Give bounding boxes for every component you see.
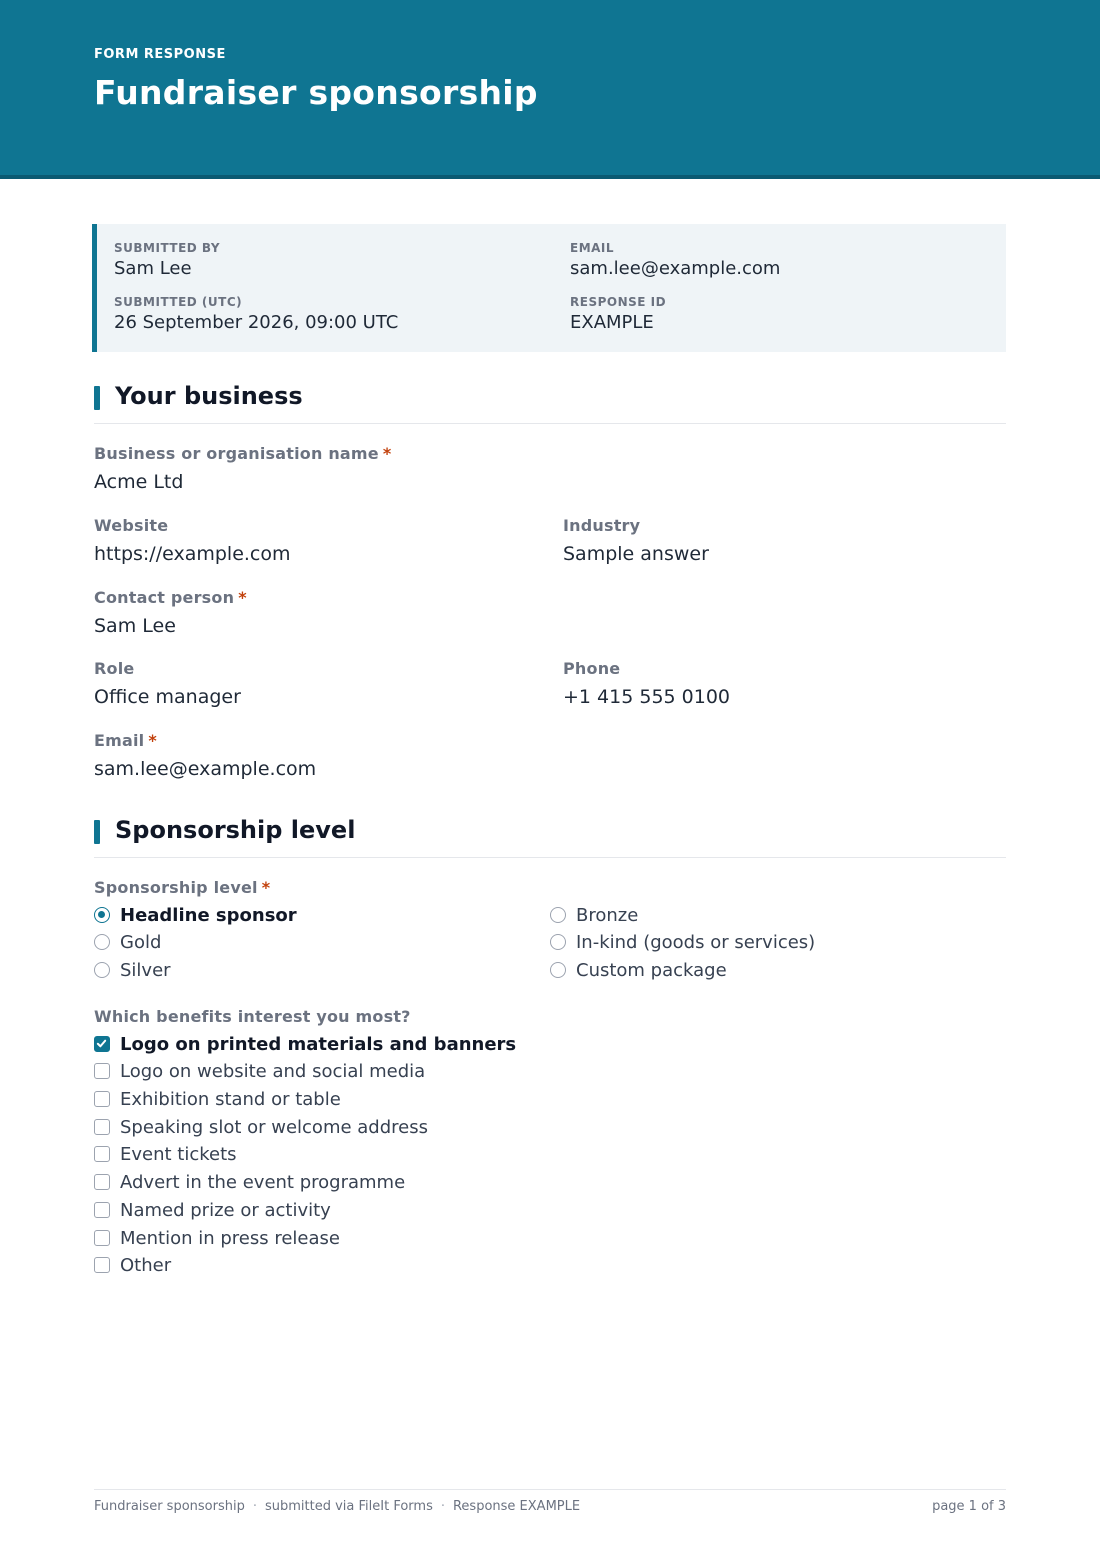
checkbox-unchecked-icon	[94, 1202, 110, 1218]
submitted-time-value: 26 September 2026, 09:00 UTC	[114, 312, 399, 333]
page-number: page 1 of 3	[932, 1499, 1006, 1514]
field-sponsorship-level	[94, 878, 270, 897]
field-value: sam.lee@example.com	[94, 758, 317, 780]
field-role	[94, 659, 241, 708]
section-title: Sponsorship level	[115, 816, 356, 844]
response-id	[570, 295, 666, 333]
checkbox-option[interactable]	[94, 1227, 340, 1249]
submitted-time	[114, 295, 398, 333]
field-value: https://example.com	[94, 543, 291, 565]
checkbox-option-label: Mention in press release	[120, 1227, 340, 1249]
radio-option-label: Bronze	[576, 904, 639, 926]
field-benefits	[94, 1007, 411, 1026]
field-email	[94, 731, 316, 780]
radio-option-label: Headline sponsor	[120, 904, 297, 926]
field-value: Acme Ltd	[94, 471, 184, 493]
field-website	[94, 516, 291, 565]
checkbox-option-label: Event tickets	[120, 1143, 237, 1165]
checkbox-unchecked-icon	[94, 1119, 110, 1135]
checkbox-checked-icon	[94, 1036, 110, 1052]
radio-option[interactable]	[94, 904, 297, 926]
field-contact-person	[94, 588, 247, 637]
checkbox-option[interactable]	[94, 1116, 428, 1138]
field-value: Sample answer	[563, 543, 709, 565]
submitted-by-value: Sam Lee	[114, 258, 192, 279]
checkbox-option[interactable]	[94, 1060, 425, 1082]
radio-option-label: Custom package	[576, 959, 727, 981]
submitter-email-label: EMAIL	[570, 241, 615, 255]
field-value: +1 415 555 0100	[563, 686, 731, 708]
submitted-time-label: SUBMITTED (UTC)	[114, 295, 243, 309]
footer-response: Response EXAMPLE	[452, 1499, 581, 1514]
radio-option[interactable]	[550, 904, 638, 926]
checkbox-unchecked-icon	[94, 1091, 110, 1107]
section-accent-bar	[94, 386, 100, 410]
response-id-value: EXAMPLE	[570, 312, 654, 333]
field-label: Business or organisation name	[94, 444, 379, 463]
checkbox-option-label: Logo on printed materials and banners	[120, 1033, 517, 1055]
section-accent-bar	[94, 820, 100, 844]
footer-separator: ·	[440, 1499, 445, 1514]
field-label: Role	[94, 659, 135, 678]
radio-unselected-icon	[94, 934, 110, 950]
form-header	[0, 0, 1100, 179]
checkbox-option[interactable]	[94, 1254, 171, 1276]
radio-option-label: Gold	[120, 931, 162, 953]
checkbox-option-label: Logo on website and social media	[120, 1060, 426, 1082]
submitter-email	[570, 241, 780, 279]
field-label: Sponsorship level	[94, 878, 258, 897]
checkbox-unchecked-icon	[94, 1230, 110, 1246]
footer-separator: ·	[252, 1499, 257, 1514]
radio-selected-icon	[94, 907, 110, 923]
field-label: Website	[94, 516, 169, 535]
field-label: Contact person	[94, 588, 235, 607]
checkbox-option[interactable]	[94, 1088, 341, 1110]
submission-summary	[92, 224, 1006, 352]
radio-option[interactable]	[94, 931, 161, 953]
section-your-business	[94, 384, 1006, 424]
required-marker: *	[261, 878, 271, 897]
checkbox-option-label: Advert in the event programme	[120, 1171, 406, 1193]
checkbox-unchecked-icon	[94, 1174, 110, 1190]
radio-option[interactable]	[94, 959, 171, 981]
checkbox-unchecked-icon	[94, 1063, 110, 1079]
checkbox-option-label: Speaking slot or welcome address	[120, 1116, 428, 1138]
field-value: Sam Lee	[94, 615, 176, 637]
form-title: Fundraiser sponsorship	[94, 73, 538, 112]
response-id-label: RESPONSE ID	[570, 295, 667, 309]
checkbox-unchecked-icon	[94, 1146, 110, 1162]
field-org-name	[94, 444, 391, 493]
radio-unselected-icon	[550, 934, 566, 950]
checkbox-option[interactable]	[94, 1033, 516, 1055]
field-value: Office manager	[94, 686, 241, 708]
field-industry	[563, 516, 709, 565]
field-label: Which benefits interest you most?	[94, 1007, 411, 1026]
required-marker: *	[238, 588, 247, 607]
required-marker: *	[148, 731, 157, 750]
checkbox-option[interactable]	[94, 1143, 237, 1165]
header-eyebrow: FORM RESPONSE	[94, 47, 226, 62]
field-label: Phone	[563, 659, 621, 678]
submitted-by-label: SUBMITTED BY	[114, 241, 221, 255]
radio-option[interactable]	[550, 959, 727, 981]
radio-unselected-icon	[550, 962, 566, 978]
submitter-email-value: sam.lee@example.com	[570, 258, 781, 279]
footer-form-name: Fundraiser sponsorship	[94, 1499, 245, 1514]
section-sponsorship-level	[94, 818, 1006, 858]
checkbox-option-label: Named prize or activity	[120, 1199, 331, 1221]
submitted-by	[114, 241, 220, 279]
checkbox-option-label: Other	[120, 1254, 172, 1276]
field-label: Email	[94, 731, 145, 750]
field-phone	[563, 659, 730, 708]
checkbox-option[interactable]	[94, 1171, 405, 1193]
field-label: Industry	[563, 516, 641, 535]
radio-unselected-icon	[94, 962, 110, 978]
radio-option-label: Silver	[120, 959, 171, 981]
radio-option-label: In-kind (goods or services)	[576, 931, 816, 953]
checkbox-option-label: Exhibition stand or table	[120, 1088, 341, 1110]
radio-option[interactable]	[550, 931, 815, 953]
section-title: Your business	[115, 382, 303, 410]
footer-info	[94, 1499, 580, 1514]
page-footer	[94, 1489, 1006, 1519]
footer-submitted-via: submitted via FileIt Forms	[264, 1499, 433, 1514]
checkbox-unchecked-icon	[94, 1257, 110, 1273]
radio-unselected-icon	[550, 907, 566, 923]
required-marker: *	[382, 444, 392, 463]
checkbox-option[interactable]	[94, 1199, 331, 1221]
